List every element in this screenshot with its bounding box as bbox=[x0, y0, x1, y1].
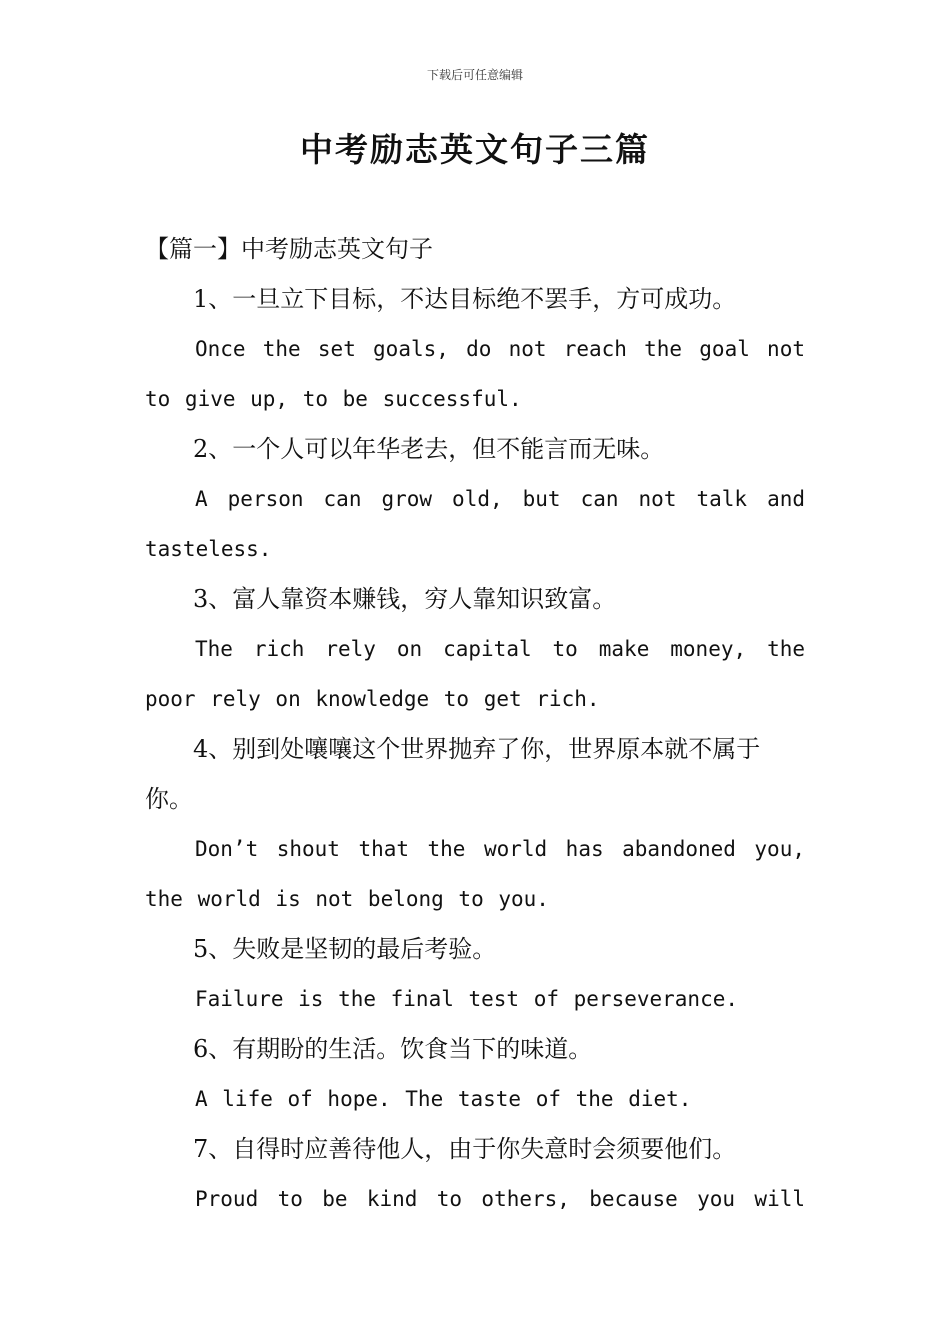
section-heading: 【篇一】中考励志英文句子 bbox=[145, 235, 433, 263]
sentence-zh-4: 4、别到处嚷嚷这个世界抛弃了你，世界原本就不属于你。 bbox=[145, 735, 761, 813]
sentence-zh-2: 2、一个人可以年华老去，但不能言而无味。 bbox=[193, 435, 665, 463]
sentence-en-1: Once the set goals, do not reach the goal not to give up, to be successful. bbox=[145, 337, 805, 411]
sentence-zh-5: 5、失败是坚韧的最后考验。 bbox=[193, 935, 497, 963]
sentence-zh-3: 3、富人靠资本赚钱，穷人靠知识致富。 bbox=[193, 585, 617, 613]
sentence-zh-7: 7、自得时应善待他人，由于你失意时会须要他们。 bbox=[193, 1135, 737, 1163]
sentence-en-7: Proud to be kind to others, because you will bbox=[195, 1187, 805, 1211]
sentence-zh-6: 6、有期盼的生活。饮食当下的味道。 bbox=[193, 1035, 593, 1063]
sentence-en-3: The rich rely on capital to make money, the poor rely on knowledge to get rich. bbox=[145, 637, 805, 711]
sentence-en-6: A life of hope. The taste of the diet. bbox=[195, 1087, 692, 1111]
document-body bbox=[145, 224, 805, 1224]
sentence-zh-1: 1、一旦立下目标，不达目标绝不罢手，方可成功。 bbox=[193, 285, 737, 313]
sentence-en-4: Don’t shout that the world has abandoned you, the world is not belong to you. bbox=[145, 837, 805, 911]
page-title: 中考励志英文句子三篇 bbox=[300, 130, 650, 169]
sentence-en-5: Failure is the final test of perseverance. bbox=[195, 987, 739, 1011]
header-note: 下载后可任意编辑 bbox=[426, 68, 523, 82]
sentence-en-2: A person can grow old, but can not talk and tasteless. bbox=[145, 487, 805, 561]
